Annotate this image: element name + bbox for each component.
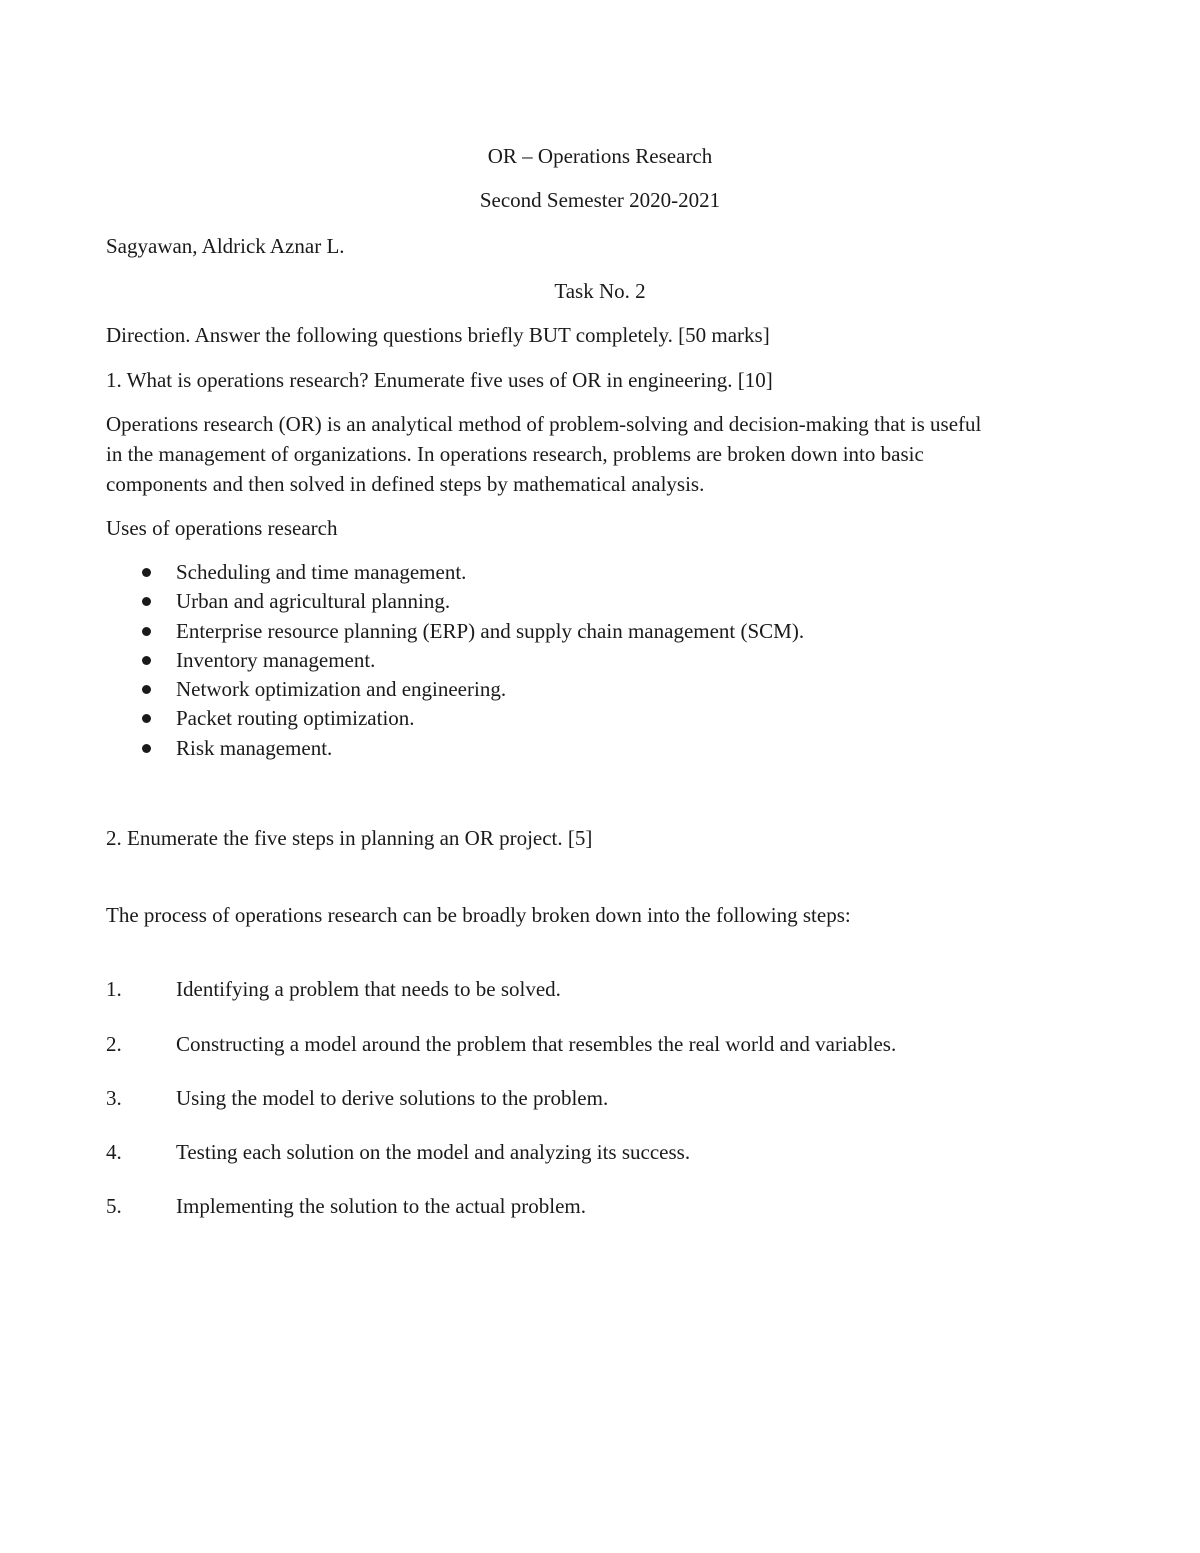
list-item: Enterprise resource planning (ERP) and supply chain management (SCM). — [106, 617, 804, 646]
step-item-3 — [106, 1083, 608, 1113]
answer-1-line-1: Operations research (OR) is an analytical method of problem-solving and decision-making that is useful — [106, 412, 982, 436]
list-item: Urban and agricultural planning. — [106, 587, 804, 616]
step-item-4 — [106, 1137, 690, 1167]
student-name: Sagyawan, Aldrick Aznar L. — [106, 234, 345, 258]
answer-1-line-3: components and then solved in defined steps by mathematical analysis. — [106, 472, 705, 496]
step-number: 2. — [106, 1032, 122, 1056]
uses-list — [106, 558, 804, 763]
list-item: Scheduling and time management. — [106, 558, 804, 587]
list-item: Packet routing optimization. — [106, 704, 804, 733]
question-2-prompt: 2. Enumerate the five steps in planning an OR project. [5] — [106, 826, 593, 850]
step-text: Testing each solution on the model and analyzing its success. — [176, 1140, 691, 1164]
step-number: 5. — [106, 1194, 122, 1218]
step-item-2 — [106, 1029, 896, 1059]
step-text: Using the model to derive solutions to the problem. — [176, 1086, 609, 1110]
list-item: Risk management. — [106, 734, 804, 763]
task-number: Task No. 2 — [554, 279, 646, 303]
bullet-icon — [142, 597, 151, 606]
bullet-icon — [142, 685, 151, 694]
step-number: 1. — [106, 977, 122, 1001]
bullet-icon — [142, 568, 151, 577]
bullet-icon — [142, 656, 151, 665]
bullet-icon — [142, 744, 151, 753]
step-text: Constructing a model around the problem that resembles the real world and variables. — [176, 1032, 897, 1056]
bullet-icon — [142, 627, 151, 636]
step-text: Identifying a problem that needs to be solved. — [176, 977, 561, 1001]
question-2-intro: The process of operations research can be broadly broken down into the following steps: — [106, 903, 851, 927]
semester-line: Second Semester 2020-2021 — [479, 188, 721, 212]
answer-1-line-2: in the management of organizations. In operations research, problems are broken down into basic — [106, 442, 924, 466]
step-number: 4. — [106, 1140, 122, 1164]
step-text: Implementing the solution to the actual problem. — [176, 1194, 586, 1218]
bullet-icon — [142, 714, 151, 723]
list-item: Inventory management. — [106, 646, 804, 675]
question-1-prompt: 1. What is operations research? Enumerate five uses of OR in engineering. [10] — [106, 368, 773, 392]
direction-text: Direction. Answer the following questions briefly BUT completely. [50 marks] — [106, 323, 770, 347]
step-item-1 — [106, 974, 561, 1004]
uses-heading: Uses of operations research — [106, 516, 338, 540]
course-title: OR – Operations Research — [487, 144, 713, 168]
step-number: 3. — [106, 1086, 122, 1110]
list-item: Network optimization and engineering. — [106, 675, 804, 704]
step-item-5 — [106, 1191, 586, 1221]
